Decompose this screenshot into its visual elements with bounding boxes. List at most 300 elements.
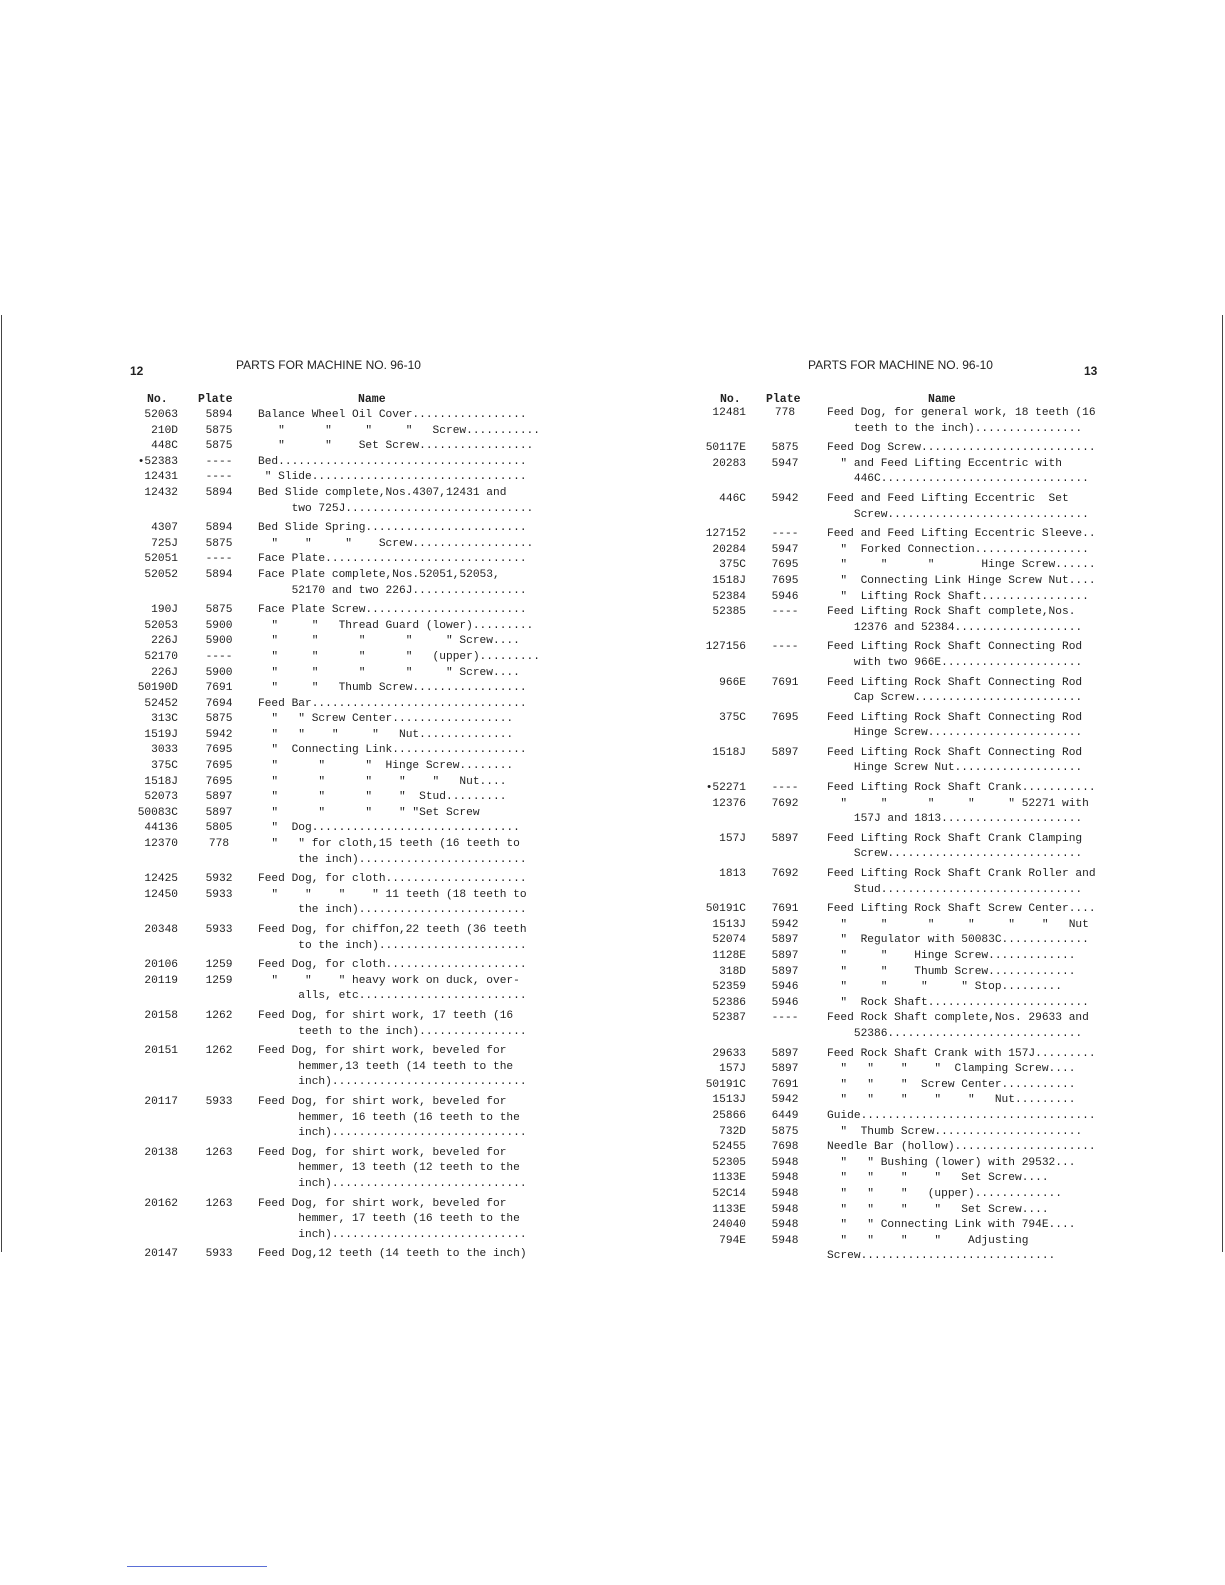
part-number: 318D bbox=[719, 965, 746, 978]
plate-number: 5933 bbox=[205, 1095, 233, 1108]
part-row bbox=[0, 408, 540, 424]
part-row bbox=[612, 902, 1096, 918]
part-name-line: Face Plate Screw........................ bbox=[258, 604, 527, 617]
part-name-line: " Forked Connection................. bbox=[827, 543, 1089, 556]
part-name-line: Feed Dog, for chiffon,22 teeth (36 teeth bbox=[258, 924, 527, 936]
part-number: 52455 bbox=[712, 1141, 746, 1154]
part-number: 1518J bbox=[712, 746, 746, 759]
part-row bbox=[612, 543, 1096, 559]
part-name-line: " Connecting Link Hinge Screw Nut.... bbox=[827, 574, 1096, 587]
plate-number: 5875 bbox=[205, 537, 233, 550]
part-name-line: Feed Dog, for shirt work, beveled for bbox=[258, 1045, 507, 1058]
plate-number: 7695 bbox=[205, 760, 233, 773]
part-number: 50083C bbox=[137, 806, 178, 819]
part-number: 157J bbox=[719, 1063, 746, 1076]
part-name-line: " Rock Shaft........................ bbox=[827, 996, 1089, 1009]
plate-number: 6449 bbox=[771, 1109, 799, 1122]
part-name-line: Feed Lifting Rock Shaft Crank Roller and bbox=[827, 868, 1096, 881]
part-number: 794E bbox=[719, 1234, 746, 1247]
plate-number: 5933 bbox=[205, 1248, 233, 1261]
part-number: 446C bbox=[719, 492, 746, 505]
part-row bbox=[0, 1247, 540, 1263]
part-row bbox=[0, 681, 540, 697]
part-name-line: Feed Lifting Rock Shaft Connecting Rod bbox=[827, 641, 1083, 654]
part-number: 226J bbox=[151, 666, 178, 679]
part-name-line: inch)............................. bbox=[258, 1076, 527, 1089]
part-number: 52385 bbox=[712, 606, 746, 619]
plate-number: ---- bbox=[771, 782, 799, 795]
part-name-line: the inch)......................... bbox=[258, 904, 527, 917]
part-number: 50190D bbox=[137, 682, 178, 695]
part-row bbox=[0, 1009, 540, 1040]
part-number: 12432 bbox=[144, 486, 178, 499]
part-name-line: alls, etc......................... bbox=[258, 990, 527, 1003]
plate-number: 5947 bbox=[771, 543, 799, 556]
part-name-line: Screw.............................. bbox=[827, 508, 1089, 521]
part-row bbox=[0, 439, 540, 455]
part-row bbox=[0, 666, 540, 682]
part-row bbox=[612, 492, 1096, 523]
part-name-line: " Dog............................... bbox=[258, 822, 520, 835]
plate-number: 5897 bbox=[205, 791, 233, 804]
plate-number: 5805 bbox=[205, 822, 233, 835]
plate-number: 5897 bbox=[771, 832, 799, 845]
part-row bbox=[0, 837, 540, 868]
part-row bbox=[612, 832, 1096, 863]
part-name-line: " " " " " Screw.... bbox=[258, 666, 520, 679]
part-name-line: " " " " " " Nut bbox=[827, 918, 1089, 931]
part-number: 20138 bbox=[144, 1146, 178, 1159]
part-row bbox=[612, 996, 1096, 1012]
part-name-line: Guide................................... bbox=[827, 1109, 1096, 1122]
plate-number: 5932 bbox=[205, 873, 233, 886]
part-number: 313C bbox=[151, 713, 178, 726]
part-number: 29633 bbox=[712, 1047, 746, 1060]
part-number: 50117E bbox=[705, 442, 746, 455]
part-number: 52074 bbox=[712, 934, 746, 947]
part-number: 24040 bbox=[712, 1219, 746, 1232]
plate-number: 5897 bbox=[771, 746, 799, 759]
plate-number: 5948 bbox=[771, 1234, 799, 1247]
part-name-line: hemmer, 13 teeth (12 teeth to the bbox=[258, 1162, 520, 1175]
part-name-line: 446C............................... bbox=[827, 473, 1089, 486]
part-name-line: " and Feed Lifting Eccentric with bbox=[827, 457, 1062, 470]
part-number: 1518J bbox=[712, 574, 746, 587]
part-name-line: " " " " " Nut......... bbox=[827, 1094, 1076, 1107]
part-number: 1513J bbox=[712, 918, 746, 931]
plate-number: 5946 bbox=[771, 590, 799, 603]
plate-number: ---- bbox=[771, 641, 799, 654]
part-number: 52051 bbox=[144, 553, 178, 566]
part-name-line: " " " " " Nut.... bbox=[258, 775, 507, 788]
part-name-line: Feed Rock Shaft complete,Nos. 29633 and bbox=[827, 1012, 1089, 1025]
part-row bbox=[612, 781, 1096, 797]
part-number: 3033 bbox=[151, 744, 178, 757]
part-name-line: hemmer, 16 teeth (16 teeth to the bbox=[258, 1111, 520, 1124]
part-number: 732D bbox=[719, 1125, 746, 1138]
part-row bbox=[0, 806, 540, 822]
parts-list-right bbox=[612, 406, 1096, 1269]
part-name-line: the inch)......................... bbox=[258, 853, 527, 866]
part-name-line: " " " (upper)............. bbox=[827, 1187, 1062, 1200]
plate-number: 7694 bbox=[205, 697, 233, 710]
part-number: 44136 bbox=[144, 822, 178, 835]
plate-number: 5948 bbox=[771, 1219, 799, 1232]
part-name-line: Feed Lifting Rock Shaft Connecting Rod bbox=[827, 711, 1083, 724]
part-name-line: Feed Bar................................ bbox=[258, 697, 527, 710]
part-number: 52170 bbox=[144, 650, 178, 663]
part-number: 52C14 bbox=[712, 1187, 746, 1200]
part-number: 1133E bbox=[712, 1172, 746, 1185]
part-number: 1133E bbox=[712, 1203, 746, 1216]
plate-number: 5900 bbox=[205, 635, 233, 648]
part-row bbox=[612, 711, 1096, 742]
part-name-line: " " " " Adjusting bbox=[827, 1234, 1029, 1247]
plate-number: 1263 bbox=[205, 1197, 233, 1210]
part-row bbox=[612, 605, 1096, 636]
plate-number: 7695 bbox=[771, 559, 799, 572]
part-name-line: Screw............................. bbox=[827, 1250, 1056, 1263]
plate-number: ---- bbox=[205, 650, 233, 663]
column-header-name: Name bbox=[928, 393, 956, 406]
part-number: 1519J bbox=[144, 728, 178, 741]
part-number: 20151 bbox=[144, 1045, 178, 1058]
plate-number: 5875 bbox=[205, 424, 233, 437]
part-name-line: " " " " Stud......... bbox=[258, 791, 507, 804]
part-row bbox=[0, 470, 540, 486]
part-name-line: " " " " Set Screw.... bbox=[827, 1203, 1049, 1216]
part-number: 127152 bbox=[705, 528, 746, 541]
part-number: 52053 bbox=[144, 619, 178, 632]
part-row bbox=[612, 574, 1096, 590]
plate-number: 5875 bbox=[205, 440, 233, 453]
column-header-no: No. bbox=[720, 393, 741, 406]
part-name-line: Face Plate complete,Nos.52051,52053, bbox=[258, 568, 500, 581]
part-row bbox=[0, 521, 540, 537]
part-row bbox=[0, 1095, 540, 1142]
column-header-no: No. bbox=[147, 393, 168, 406]
part-name-line: Screw............................. bbox=[827, 848, 1083, 861]
plate-number: 5897 bbox=[205, 806, 233, 819]
plate-number: ---- bbox=[771, 606, 799, 619]
part-name-line: Feed and Feed Lifting Eccentric Set bbox=[827, 492, 1069, 505]
part-name-line: Feed Lifting Rock Shaft Screw Center.... bbox=[827, 903, 1096, 916]
part-name-line: " " " " " 52271 with bbox=[827, 797, 1089, 810]
part-name-line: " Lifting Rock Shaft................ bbox=[827, 590, 1089, 603]
part-row bbox=[0, 743, 540, 759]
part-name-line: with two 966E..................... bbox=[827, 656, 1083, 669]
part-name-line: " " " " Clamping Screw.... bbox=[827, 1063, 1076, 1076]
plate-number: 1263 bbox=[205, 1146, 233, 1159]
part-name-line: Bed..................................... bbox=[258, 455, 527, 468]
part-name-line: " " " " (upper)......... bbox=[258, 650, 540, 663]
part-number: 12425 bbox=[144, 873, 178, 886]
part-name-line: Feed Lifting Rock Shaft Crank........... bbox=[827, 782, 1096, 795]
plate-number: 5942 bbox=[771, 492, 799, 505]
part-name-line: Face Plate.............................. bbox=[258, 553, 527, 566]
part-name-line: Bed Slide Spring........................ bbox=[258, 522, 527, 535]
part-row bbox=[612, 1078, 1096, 1094]
part-name-line: " " " " Screw........... bbox=[258, 424, 540, 437]
part-row bbox=[0, 888, 540, 919]
part-name-line: Feed Lifting Rock Shaft Crank Clamping bbox=[827, 832, 1083, 845]
part-number: 12481 bbox=[712, 407, 746, 419]
page-header: PARTS FOR MACHINE NO. 96-10 bbox=[236, 358, 421, 372]
part-row bbox=[612, 933, 1096, 949]
part-row bbox=[612, 797, 1096, 828]
plate-number: 7691 bbox=[771, 903, 799, 916]
parts-list-left bbox=[0, 408, 540, 1263]
plate-number: 5875 bbox=[205, 604, 233, 617]
plate-number: 5897 bbox=[771, 950, 799, 962]
part-number: 20117 bbox=[144, 1095, 178, 1108]
plate-number: 5948 bbox=[771, 1203, 799, 1216]
part-row bbox=[0, 455, 540, 471]
part-number: 1513J bbox=[712, 1094, 746, 1107]
part-row bbox=[0, 759, 540, 775]
part-name-line: Feed Lifting Rock Shaft complete,Nos. bbox=[827, 606, 1076, 619]
plate-number: 5942 bbox=[771, 918, 799, 931]
part-name-line: 157J and 1813..................... bbox=[827, 813, 1083, 826]
part-row bbox=[612, 1156, 1096, 1172]
part-row bbox=[0, 486, 540, 517]
part-row bbox=[612, 640, 1096, 671]
part-row bbox=[0, 424, 540, 440]
part-name-line: Feed Dog, for shirt work, 17 teeth (16 bbox=[258, 1009, 514, 1022]
plate-number: 5942 bbox=[771, 1094, 799, 1107]
part-number: •52383 bbox=[137, 455, 178, 468]
part-row bbox=[0, 1146, 540, 1193]
part-row bbox=[0, 790, 540, 806]
part-number: 20348 bbox=[144, 924, 178, 936]
part-row bbox=[0, 552, 540, 568]
part-name-line: Feed Dog, for cloth..................... bbox=[258, 959, 527, 972]
part-name-line: Feed Rock Shaft Crank with 157J......... bbox=[827, 1047, 1096, 1060]
part-name-line: Balance Wheel Oil Cover................. bbox=[258, 409, 527, 421]
part-row bbox=[0, 650, 540, 666]
part-name-line: " " Thumb Screw............. bbox=[827, 965, 1076, 978]
part-name-line: Feed Dog, for cloth..................... bbox=[258, 873, 527, 886]
part-number: 52305 bbox=[712, 1156, 746, 1169]
part-number: 20158 bbox=[144, 1009, 178, 1022]
part-name-line: Feed Lifting Rock Shaft Connecting Rod bbox=[827, 746, 1083, 759]
part-name-line: " " " Hinge Screw...... bbox=[827, 559, 1096, 572]
part-row bbox=[612, 527, 1096, 543]
part-number: 20106 bbox=[144, 959, 178, 972]
plate-number: 1262 bbox=[205, 1045, 233, 1058]
plate-number: 5948 bbox=[771, 1172, 799, 1185]
plate-number: 5946 bbox=[771, 996, 799, 1009]
plate-number: 778 bbox=[774, 407, 796, 419]
part-row bbox=[612, 1062, 1096, 1078]
part-row bbox=[0, 537, 540, 553]
part-number: 127156 bbox=[705, 641, 746, 654]
plate-number: 5900 bbox=[205, 666, 233, 679]
plate-number: 778 bbox=[208, 838, 230, 851]
part-name-line: Feed Dog, for general work, 18 teeth (16 bbox=[827, 407, 1096, 419]
part-number: 52052 bbox=[144, 568, 178, 581]
plate-number: 7695 bbox=[771, 574, 799, 587]
part-name-line: " " " " " Screw.... bbox=[258, 635, 520, 648]
plate-number: 5894 bbox=[205, 568, 233, 581]
part-number: 12450 bbox=[144, 888, 178, 901]
plate-number: 5875 bbox=[771, 1125, 799, 1138]
part-row bbox=[612, 1218, 1096, 1234]
plate-number: 5897 bbox=[771, 934, 799, 947]
page-number: 13 bbox=[1084, 364, 1098, 378]
part-name-line: Feed and Feed Lifting Eccentric Sleeve.. bbox=[827, 528, 1096, 541]
part-row bbox=[612, 1011, 1096, 1042]
plate-number: ---- bbox=[205, 471, 233, 484]
plate-number: 1262 bbox=[205, 1009, 233, 1022]
plate-number: 7692 bbox=[771, 868, 799, 881]
part-name-line: " " Thread Guard (lower)......... bbox=[258, 619, 534, 632]
plate-number: 1259 bbox=[205, 959, 233, 972]
part-number: 157J bbox=[719, 832, 746, 845]
part-row bbox=[612, 1109, 1096, 1125]
plate-number: 1259 bbox=[205, 974, 233, 987]
part-row bbox=[612, 457, 1096, 488]
part-row bbox=[612, 965, 1096, 981]
part-row bbox=[612, 1187, 1096, 1203]
part-name-line: " Regulator with 50083C............. bbox=[827, 934, 1089, 947]
part-name-line: Hinge Screw Nut................... bbox=[827, 762, 1083, 775]
part-number: 4307 bbox=[151, 522, 178, 535]
part-row bbox=[612, 1171, 1096, 1187]
plate-number: 7698 bbox=[771, 1141, 799, 1154]
part-row bbox=[0, 775, 540, 791]
part-name-line: " " for cloth,15 teeth (16 teeth to bbox=[258, 838, 520, 851]
part-number: 1518J bbox=[144, 775, 178, 788]
plate-number: 5897 bbox=[771, 1047, 799, 1060]
part-number: 375C bbox=[151, 760, 178, 773]
plate-number: 7695 bbox=[771, 711, 799, 724]
part-number: 52359 bbox=[712, 981, 746, 994]
part-number: 52063 bbox=[144, 409, 178, 421]
part-row bbox=[0, 603, 540, 619]
part-row bbox=[612, 1093, 1096, 1109]
part-row bbox=[612, 980, 1096, 996]
part-name-line: " " Bushing (lower) with 29532... bbox=[827, 1156, 1076, 1169]
plate-number: 5942 bbox=[205, 728, 233, 741]
part-name-line: to the inch)...................... bbox=[258, 939, 527, 952]
part-name-line: 52170 and two 226J................. bbox=[258, 584, 527, 597]
part-number: 20284 bbox=[712, 543, 746, 556]
part-number: 52452 bbox=[144, 697, 178, 710]
part-name-line: " " Connecting Link with 794E.... bbox=[827, 1219, 1076, 1232]
part-row bbox=[0, 821, 540, 837]
plate-number: ---- bbox=[771, 528, 799, 541]
part-name-line: teeth to the inch)................ bbox=[258, 1025, 527, 1038]
part-name-line: 52386............................. bbox=[827, 1027, 1083, 1040]
part-row bbox=[612, 1203, 1096, 1219]
part-name-line: " Thumb Screw...................... bbox=[827, 1125, 1083, 1138]
part-name-line: Feed Dog, for shirt work, beveled for bbox=[258, 1146, 507, 1159]
part-number: 1813 bbox=[719, 868, 746, 881]
part-number: 966E bbox=[719, 676, 746, 689]
part-number: 52386 bbox=[712, 996, 746, 1009]
part-name-line: Feed Dog Screw.......................... bbox=[827, 442, 1096, 455]
plate-number: 5900 bbox=[205, 619, 233, 632]
part-number: 12370 bbox=[144, 838, 178, 851]
part-number: 20283 bbox=[712, 457, 746, 470]
part-name-line: Cap Screw......................... bbox=[827, 692, 1083, 705]
plate-number: 5875 bbox=[205, 713, 233, 726]
part-row bbox=[0, 923, 540, 954]
part-row bbox=[0, 568, 540, 599]
part-number: 226J bbox=[151, 635, 178, 648]
part-name-line: inch)............................. bbox=[258, 1127, 527, 1140]
part-number: 1128E bbox=[712, 950, 746, 962]
part-row bbox=[612, 1234, 1096, 1265]
plate-number: 7695 bbox=[205, 744, 233, 757]
part-row bbox=[0, 697, 540, 713]
part-number: 50191C bbox=[705, 1078, 746, 1091]
part-number: 52387 bbox=[712, 1012, 746, 1025]
plate-number: 5933 bbox=[205, 888, 233, 901]
column-header-plate: Plate bbox=[198, 393, 233, 406]
part-row bbox=[0, 1197, 540, 1244]
part-number: 375C bbox=[719, 711, 746, 724]
part-name-line: " " Thumb Screw................. bbox=[258, 682, 527, 695]
part-number: 12431 bbox=[144, 471, 178, 484]
column-header-name: Name bbox=[358, 393, 386, 406]
part-row bbox=[612, 590, 1096, 606]
part-number: 20147 bbox=[144, 1248, 178, 1261]
plate-number: ---- bbox=[771, 1012, 799, 1025]
part-name-line: " Connecting Link.................... bbox=[258, 744, 527, 757]
plate-number: 5894 bbox=[205, 486, 233, 499]
part-name-line: " " " " 11 teeth (18 teeth to bbox=[258, 888, 527, 901]
plate-number: ---- bbox=[205, 455, 233, 468]
part-name-line: two 725J............................ bbox=[258, 502, 534, 515]
part-name-line: " " " " Stop......... bbox=[827, 981, 1062, 994]
part-name-line: " Slide................................ bbox=[258, 471, 527, 484]
part-name-line: Bed Slide complete,Nos.4307,12431 and bbox=[258, 486, 507, 499]
part-row bbox=[612, 406, 1096, 437]
part-row bbox=[612, 441, 1096, 457]
part-number: 25866 bbox=[712, 1109, 746, 1122]
part-row bbox=[612, 1047, 1096, 1063]
part-name-line: Feed Dog, for shirt work, beveled for bbox=[258, 1095, 507, 1108]
part-name-line: inch)............................. bbox=[258, 1228, 527, 1241]
part-row bbox=[612, 867, 1096, 898]
right-page bbox=[612, 0, 1225, 1585]
part-row bbox=[0, 872, 540, 888]
plate-number: ---- bbox=[205, 553, 233, 566]
part-row bbox=[0, 728, 540, 744]
part-number: 210D bbox=[151, 424, 178, 437]
part-number: 52384 bbox=[712, 590, 746, 603]
plate-number: 7695 bbox=[205, 775, 233, 788]
part-name-line: " " Hinge Screw............. bbox=[827, 950, 1076, 962]
plate-number: 5933 bbox=[205, 924, 233, 936]
part-name-line: teeth to the inch)................ bbox=[827, 422, 1083, 435]
part-name-line: " " " Hinge Screw........ bbox=[258, 760, 514, 773]
part-name-line: " " " " Nut.............. bbox=[258, 728, 514, 741]
part-row bbox=[0, 619, 540, 635]
column-header-plate: Plate bbox=[766, 393, 801, 406]
part-name-line: Needle Bar (hollow)..................... bbox=[827, 1141, 1096, 1154]
part-row bbox=[0, 634, 540, 650]
plate-number: 7691 bbox=[205, 682, 233, 695]
part-row bbox=[612, 1125, 1096, 1141]
part-name-line: Feed Lifting Rock Shaft Connecting Rod bbox=[827, 676, 1083, 689]
page-number: 12 bbox=[130, 364, 144, 378]
part-name-line: " " " heavy work on duck, over- bbox=[258, 974, 520, 987]
part-row bbox=[612, 918, 1096, 934]
part-name-line: hemmer,13 teeth (14 teeth to the bbox=[258, 1060, 514, 1073]
